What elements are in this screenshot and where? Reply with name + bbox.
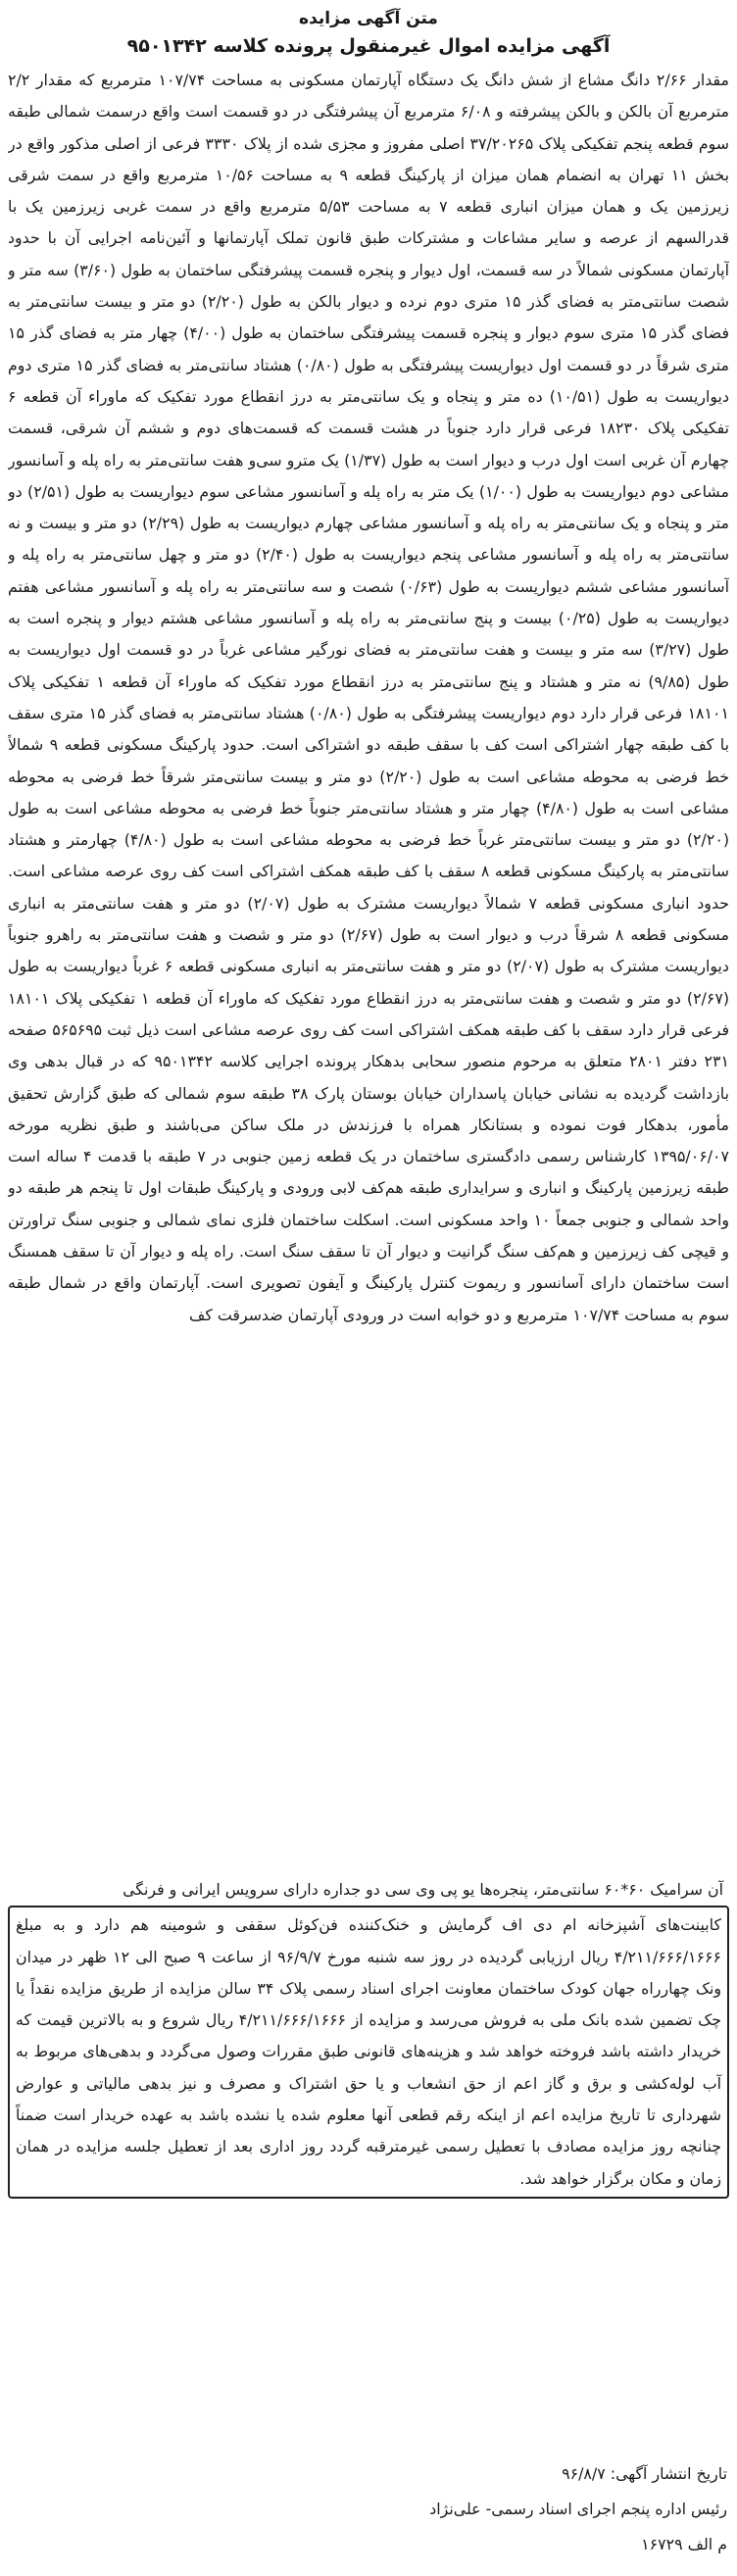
notice-body: مقدار ۲/۶۶ دانگ مشاع از شش دانگ یک دستگاه آپارتمان مسکونی به مساحت ۱۰۷/۷۴ مترمربع که مقدار ۲/۲ مترمربع آن بالکن و بالکن پیشرفته و ۶/۰۸ مترمربع آن پیشرفتگی در دو قسمت است واقع درسمت شمالی طبقه سوم قطعه پنجم تفکیکی پلاک ۳۷/۲۰۲۶۵ اصلی مفروز و مجزی شده از پلاک ۳۳۳۰ فرعی از اصلی مذکور واقع در بخش ۱۱ تهران به انضمام همان میزان از پارکینگ قطعه ۹ به مساحت ۱۰/۵۶ مترمربع واقع در سمت شرقی زیرزمین یک و همان میزان انباری قطعه ۷ به مساحت ۵/۵۳ مترمربع واقع در سمت غربی زیرزمین یک با قدرالسهم از عرصه و سایر مشاعات و مشترکات طبق قانون تملک آپارتمانها و آئین‌نامه اجرایی آن با حدود آپارتمان مسکونی شمالاً در سه قسمت، اول دیوار و پنجره قسمت پیشرفتگی ساختمان به طول (۳/۶۰) سه متر و شصت سانتی‌متر به فضای گذر ۱۵ متری دوم نرده و دیوار بالکن به طول (۲/۲۰) دو متر و بیست سانتی‌متر به فضای گذر ۱۵ متری سوم دیوار و پنجره قسمت پیشرفتگی ساختمان به طول (۴/۰۰) چهار متر به فضای گذر ۱۵ متری شرقاً در دو قسمت اول دیواریست پیشرفتگی به طول (۰/۸۰) هشتاد سانتی‌متر به فضای گذر ۱۵ متری دوم دیواریست به طول (۱۰/۵۱) ده متر و پنجاه و یک سانتی‌متر به درز انقطاع مورد تفکیک که ماوراء آن قطعه ۶ تفکیکی پلاک ۱۸۲۳۰ فرعی قرار دارد جنوباً در هشت قسمت که قسمت‌های دوم و ششم آن شرقی، قسمت چهارم آن غربی است اول درب و دیوار است به طول (۱/۳۷) یک مترو سی‌و هفت سانتی‌متر به راه پله و آسانسور مشاعی دوم دیواریست به طول (۱/۰۰) یک متر به راه پله و آسانسور مشاعی سوم دیواریست به طول (۲/۵۱) دو متر و پنجاه و یک سانتی‌متر به راه پله و آسانسور مشاعی چهارم دیواریست به طول (۲/۲۹) دو متر و بیست و نه سانتی‌متر به راه پله و آسانسور مشاعی پنجم دیواریست به طول (۲/۴۰) دو متر و چهل سانتی‌متر به راه پله و آسانسور مشاعی ششم دیواریست به طول (۰/۶۳) شصت و سه سانتی‌متر به راه پله و آسانسور مشاعی هفتم دیواریست به طول (۰/۲۵) بیست و پنج سانتی‌متر به راه پله و آسانسور مشاعی هشتم دیوار و پنجره است به طول (۳/۲۷) سه متر و بیست و هفت سانتی‌متر به فضای نورگیر مشاعی غرباً در دو قسمت اول دیواریست به طول (۹/۸۵) نه متر و هشتاد و پنج سانتی‌متر به درز انقطاع مورد تفکیک که ماوراء آن قطعه ۱ تفکیکی پلاک ۱۸۱۰۱ فرعی قرار دارد دوم دیواریست پیشرفتگی به طول (۰/۸۰) هشتاد سانتی‌متر به فضای گذر ۱۵ متری سقف با کف طبقه چهار اشتراکی است کف با سقف طبقه دو اشتراکی است. حدود پارکینگ مسکونی قطعه ۹ شمالاً خط فرضی به محوطه مشاعی است به طول (۲/۲۰) دو متر و بیست سانتی‌متر شرقاً خط فرضی به محوطه مشاعی است به طول (۴/۸۰) چهار متر و هشتاد سانتی‌متر جنوباً خط فرضی به محوطه مشاعی است به طول (۲/۲۰) دو متر و بیست سانتی‌متر غرباً خط فرضی به محوطه مشاعی است به طول (۴/۸۰) چهارمتر و هشتاد سانتی‌متر به پارکینگ مسکونی قطعه ۸ سقف با کف طبقه همکف اشتراکی است کف روی عرصه مشاعی است. حدود انباری مسکونی قطعه ۷ شمالاً دیواریست مشترک به طول (۲/۰۷) دو متر و هفت سانتی‌متر به انباری مسکونی قطعه ۸ شرقاً درب و دیوار است به طول (۲/۶۷) دو متر و شصت و هفت سانتی‌متر به راهرو جنوباً دیواریست مشترک به طول (۲/۰۷) دو متر و هفت سانتی‌متر به انباری مسکونی قطعه ۶ غرباً دیواریست به طول (۲/۶۷) دو متر و شصت و هفت سانتی‌متر به درز انقطاع مورد تفکیک که ماوراء آن قطعه ۱ تفکیکی پلاک ۱۸۱۰۱ فرعی قرار دارد سقف با کف طبقه همکف اشتراکی است کف روی عرصه مشاعی است ذیل ثبت ۵۶۵۶۹۵ صفحه ۲۳۱ دفتر ۲۸۰۱ متعلق به مرحوم منصور سحابی بدهکار پرونده اجرایی کلاسه ۹۵۰۱۳۴۲ که در قبال بدهی وی بازداشت گردیده به نشانی خیابان پاسداران خیابان بوستان پارک ۳۸ طبقه سوم شمالی که طبق گزارش تحقیق مأمور، بدهکار فوت نموده و بستانکار همراه با فرزندش در ملک ساکن می‌باشند و طبق نظریه مورخه ۱۳۹۵/۰۶/۰۷ کارشناس رسمی دادگستری ساختمان در یک قطعه زمین جنوبی در ۷ طبقه با قدمت ۴ ساله است طبقه زیرزمین پارکینگ و انباری و سرایداری طبقه هم‌کف لابی ورودی و پارکینگ طبقات اول تا پنجم هر طبقه دو واحد شمالی و جنوبی جمعاً ۱۰ واحد مسکونی است. اسکلت ساختمان فلزی نمای شمالی و جنوبی سنگ تراورتن و قیچی کف زیرزمین و هم‌کف سنگ گرانیت و دیوار آن تا سقف سنگ است. راه پله و دیوار آن تا سقف همسنگ است ساختمان دارای آسانسور و ریموت کنترل پارکینگ و آیفون تصویری است. آپارتمان واقع در شمال طبقه سوم به مساحت ۱۰۷/۷۴ مترمربع و دو خوابه است در ورودی آپارتمان ضدسرقت کف <box>8 71 729 1324</box>
notice-continuation: آن سرامیک ۶۰*۶۰ سانتی‌متر، پنجره‌ها یو پی وی سی دو جداره دارای سرویس ایرانی و فرنگی <box>123 1880 723 1899</box>
notice-footer <box>429 2456 727 2562</box>
notice-heading: متن آگهی مزایده <box>299 9 438 28</box>
notice-title: آگهی مزایده اموال غیرمنقول پرونده کلاسه ۹۵۰۱۳۴۲ <box>126 35 611 57</box>
reference-number: م الف ۱۶۷۲۹ <box>641 2535 727 2553</box>
publication-date: تاریخ انتشار آگهی: ۹۶/۸/۷ <box>562 2464 727 2483</box>
auction-terms-text: کابینت‌های آشپزخانه ام دی اف گرمایش و خنک‌کننده فن‌کوئل سقفی و شومینه هم دارد و به مبلغ ۴/۲۱۱/۶۶۶/۱۶۶۶ ریال ارزیابی گردیده در روز سه شنبه مورخ ۹۶/۹/۷ از ساعت ۹ صبح الی ۱۲ ظهر در میدان ونک چهارراه جهان کودک ساختمان معاونت اجرای اسناد رسمی پلاک ۳۴ سالن مزایده از طریق مزایده نقداً یا چک تضمین شده بانک ملی به فروش می‌رسد و مزایده از ۴/۲۱۱/۶۶۶/۱۶۶۶ ریال شروع و به بالاترین قیمت که خریدار داشته باشد فروخته خواهد شد و هزینه‌های قانونی طبق مقررات وصول می‌گردد و بدهی‌های مربوط به آب لوله‌کشی و برق و گاز اعم از حق انشعاب و یا حق اشتراک و مصرف و نیز بدهی مالیاتی و عوارض شهرداری تا تاریخ مزایده اعم از اینکه رقم قطعی آنها معلوم شده یا نشده باشد به عهده خریدار است ضمناً چنانچه روز مزایده مصادف با تعطیل رسمی غیرمترقبه گردد روز اداری بعد از تعطیل جلسه مزایده در همان زمان و مکان برگزار خواهد شد. <box>16 1915 722 2188</box>
auction-terms-box <box>8 1906 729 2199</box>
notice-lower-section <box>8 1874 729 2199</box>
signatory: رئیس اداره پنجم اجرای اسناد رسمی- علی‌نژاد <box>429 2500 727 2518</box>
